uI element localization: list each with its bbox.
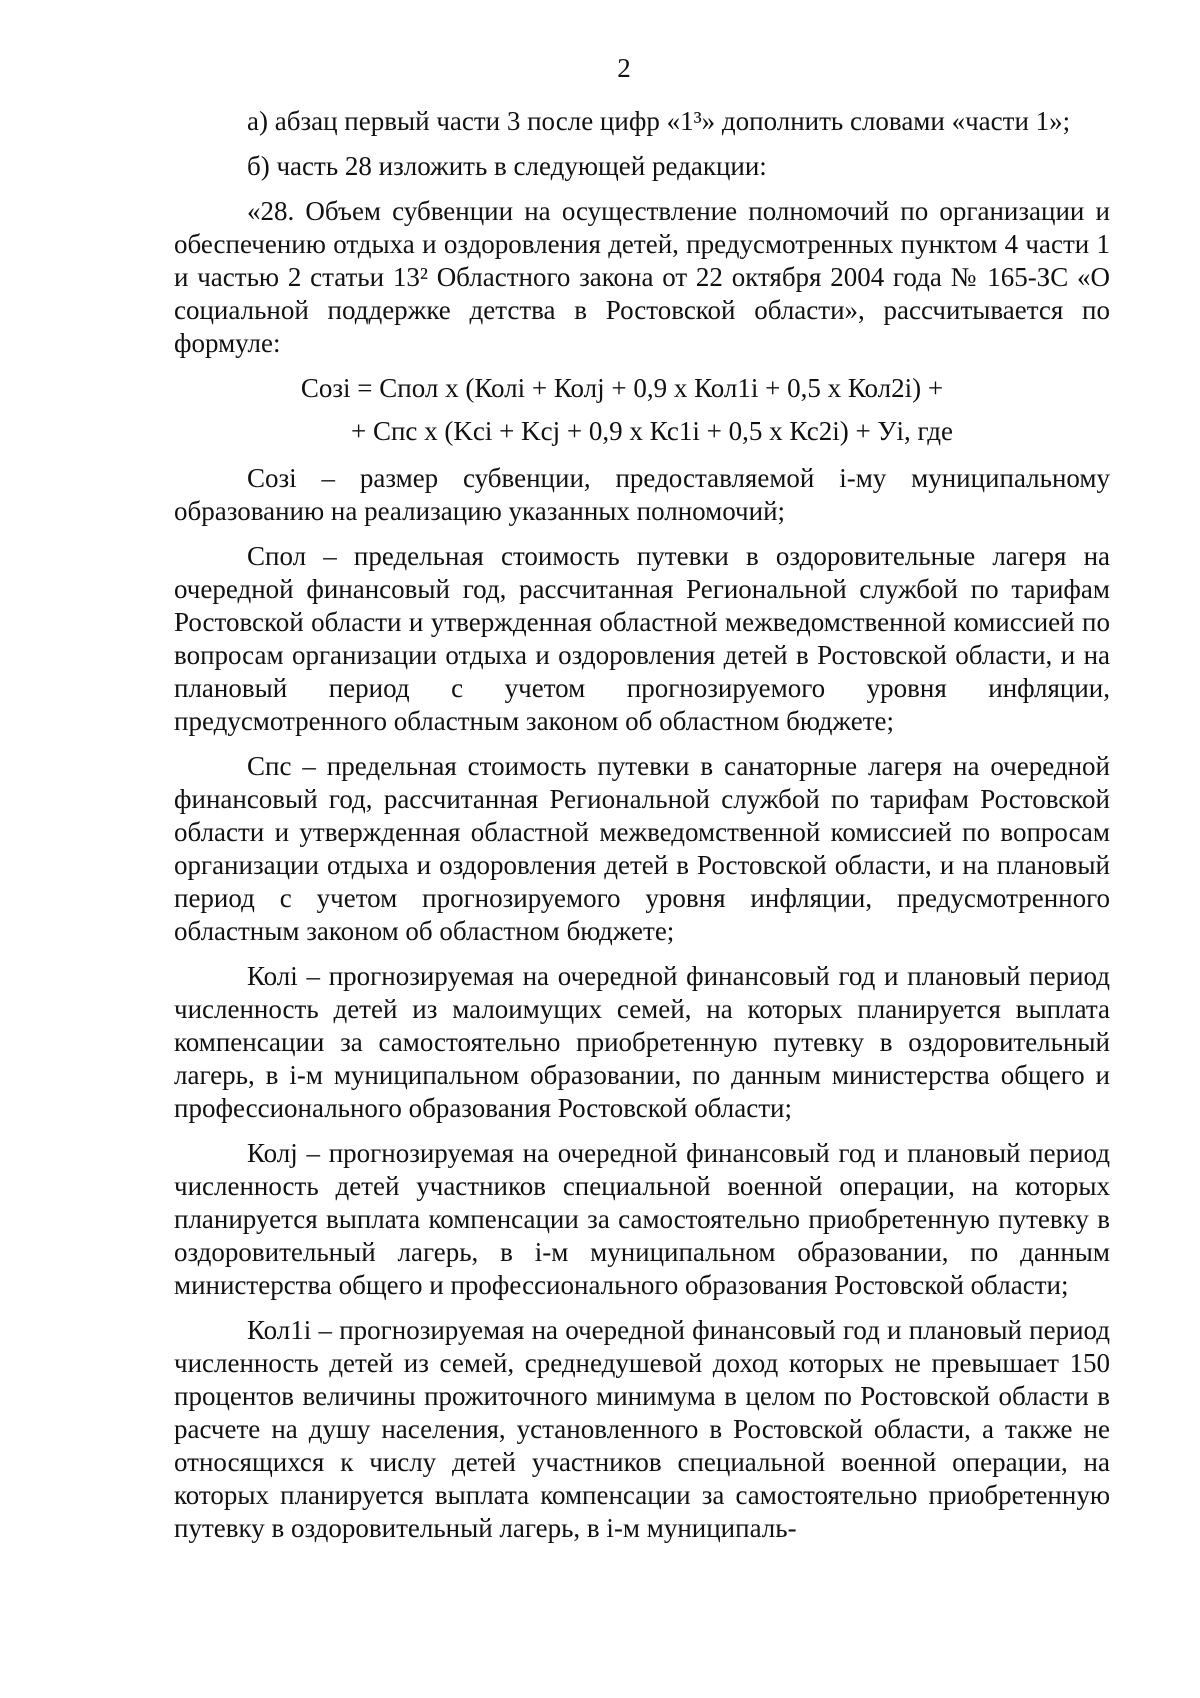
definition-kol1i: Кол1i – прогнозируемая на очередной финансовый год и плановый период численность детей из семей, среднедушевой доход которых не превышает 150 процентов величины прожиточного минимума в целом по Ростовской области в расчете на душу населения, установленного в Ростовской области, а также не относящихся к числу детей участников специальной военной операции, на которых планируется выплата компенсации за самостоятельно приобретенную путевку в оздоровительный лагерь, в i-м муниципаль-: [174, 1315, 1110, 1543]
definition-koli: Колi – прогнозируемая на очередной финансовый год и плановый период численность детей из малоимущих семей, на которых планируется выплата компенсации за самостоятельно приобретенную путевку в оздоровительный лагерь, в i-м муниципальном образовании, по данным министерства общего и профессионального образования Ростовской области;: [174, 961, 1110, 1123]
formula-line-1: Созi = Спол x (Колi + Колj + 0,9 x Кол1i + 0,5 x Кол2i) +: [300, 373, 944, 403]
formula-line-2: + Спс x (Kci + Kcj + 0,9 x Кс1i + 0,5 x Кс2i) + Уi, где: [351, 416, 953, 446]
page-number: 2: [617, 53, 631, 83]
definition-spol: Спол – предельная стоимость путевки в оздоровительные лагеря на очередной финансовый год, рассчитанная Региональной службой по тарифам Ростовской области и утвержденная областной межведомственной комиссией по вопросам организации отдыха и оздоровления детей в Ростовской области, и на плановый период с учетом прогнозируемого уровня инфляции, предусмотренного областным законом об областном бюджете;: [174, 541, 1110, 736]
definition-sps: Спс – предельная стоимость путевки в санаторные лагеря на очередной финансовый год, рассчитанная Региональной службой по тарифам Ростовской области и утвержденная областной межведомственной комиссией по вопросам организации отдыха и оздоровления детей в Ростовской области, и на плановый период с учетом прогнозируемого уровня инфляции, предусмотренного областным законом об областном бюджете;: [174, 751, 1110, 946]
definition-sozi: Созi – размер субвенции, предоставляемой i-му муниципальному образованию на реализацию указанных полномочий;: [174, 463, 1110, 526]
paragraph-28: «28. Объем субвенции на осуществление полномочий по организации и обеспечению отдыха и оздоровления детей, предусмотренных пунктом 4 части 1 и частью 2 статьи 13² Областного закона от 22 октября 2004 года № 165-ЗС «О социальной поддержке детства в Ростовской области», рассчитывается по формуле:: [174, 196, 1110, 358]
item-b: б) часть 28 изложить в следующей редакции:: [247, 151, 767, 181]
definition-kolj: Колj – прогнозируемая на очередной финансовый год и плановый период численность детей участников специальной военной операции, на которых планируется выплата компенсации за самостоятельно приобретенную путевку в оздоровительный лагерь, в i-м муниципальном образовании, по данным министерства общего и профессионального образования Ростовской области;: [174, 1138, 1110, 1300]
item-a: а) абзац первый части 3 после цифр «1³» дополнить словами «части 1»;: [247, 106, 1071, 136]
